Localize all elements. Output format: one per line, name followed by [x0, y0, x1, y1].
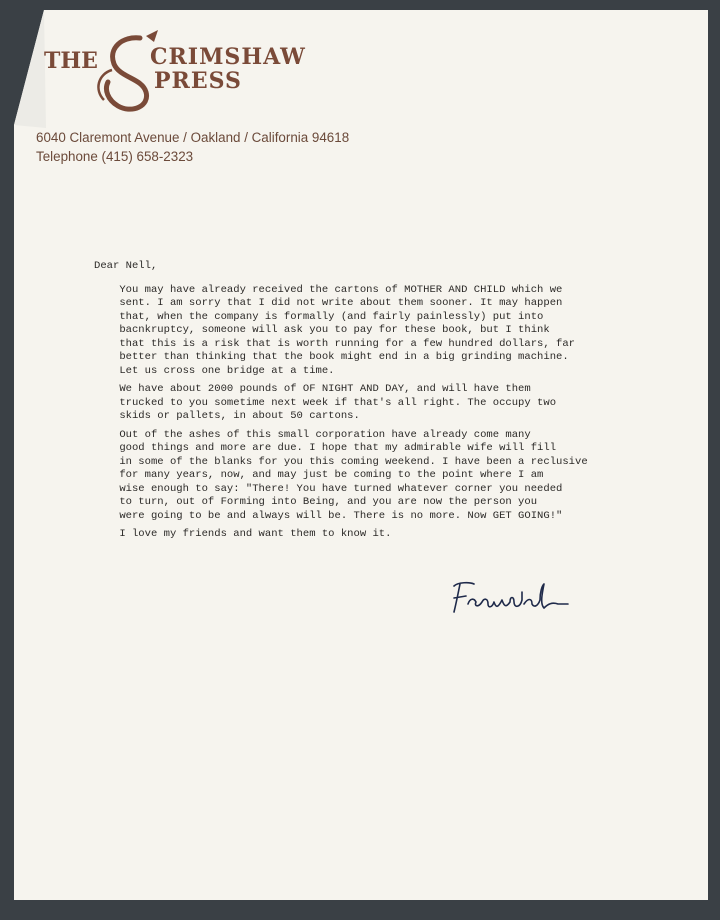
- logo-crimshaw: CRIMSHAW: [150, 44, 306, 70]
- address-line: 6040 Claremont Avenue / Oakland / California 94618: [36, 130, 350, 145]
- letter-paragraphs: [94, 284, 624, 542]
- logo-press: PRESS: [154, 68, 242, 94]
- letter-line: trucked to you sometime next week if that's all right. The occupy two: [94, 396, 557, 409]
- letter-line: better than thinking that the book might end in a big grinding machine.: [94, 351, 569, 363]
- letter-line: were going to be and always will be. There is no more. Now GET GOING!": [94, 509, 563, 522]
- salutation: Dear Nell,: [94, 260, 158, 272]
- letter-line: good things and more are due. I hope that my admirable wife will fill: [94, 442, 557, 454]
- letter-line: for many years, now, and may just be coming to the point where I am: [94, 469, 544, 481]
- letter-line: We have about 2000 pounds of OF NIGHT AND DAY, and will have them: [94, 383, 531, 395]
- letter-line: Let us cross one bridge at a time.: [94, 364, 335, 377]
- telephone-line: Telephone (415) 658-2323: [36, 149, 194, 164]
- letter-line: that this is a risk that is worth running for a few hundred dollars, far: [94, 337, 576, 350]
- handwritten-signature: [448, 578, 578, 618]
- letter-line: sent. I am sorry that I did not write about them sooner. It may happen: [94, 297, 563, 309]
- letter-line: that, when the company is formally (and fairly painlessly) put into: [94, 310, 544, 323]
- letter-line: I love my friends and want them to know it.: [94, 528, 392, 540]
- logo-the: THE: [44, 48, 98, 74]
- letter-paragraph: [94, 284, 624, 379]
- scrimshaw-press-logo: [42, 30, 342, 115]
- letter-paragraph: [94, 528, 624, 542]
- letter-line: wise enough to say: "There! You have turned whatever corner you needed: [94, 482, 563, 495]
- letter-line: Out of the ashes of this small corporation have already come many: [94, 428, 531, 441]
- letter-line: in some of the blanks for you this coming weekend. I have been a reclusive: [94, 455, 588, 468]
- letter-line: bacnkruptcy, someone will ask you to pay for these book, but I think: [94, 324, 550, 336]
- letter-body: [94, 260, 624, 547]
- letter-line: to turn, out of Forming into Being, and you are now the person you: [94, 496, 538, 508]
- letter-paragraph: [94, 429, 624, 524]
- letter-paragraph: [94, 383, 624, 424]
- letterhead-address-block: [36, 128, 349, 166]
- letter-line: You may have already received the cartons of MOTHER AND CHILD which we: [94, 283, 563, 296]
- letter-line: skids or pallets, in about 50 cartons.: [94, 410, 360, 422]
